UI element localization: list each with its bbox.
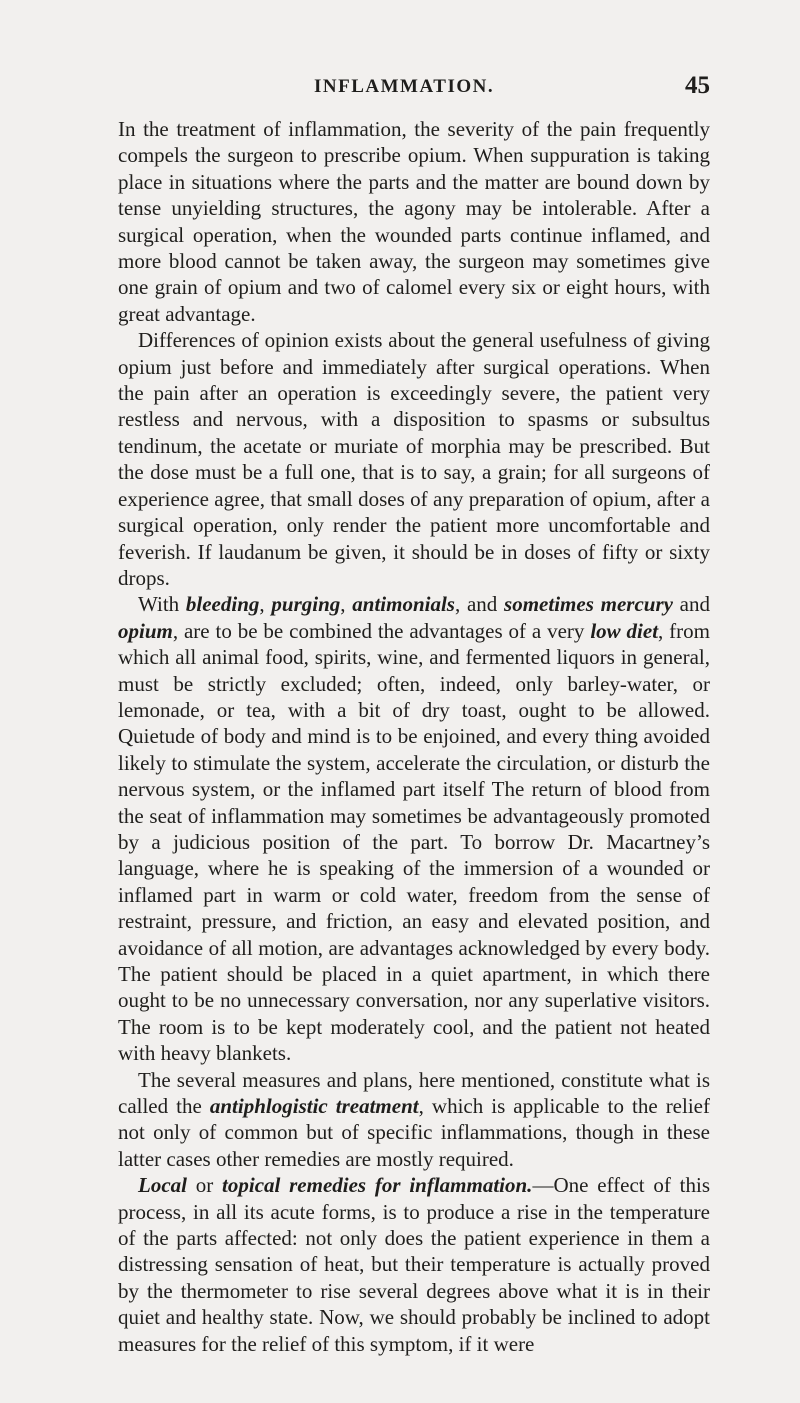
text-run: or	[186, 1173, 223, 1198]
text-run: —One effect of this process, in all its acute forms, is to produce a rise in the temperature of the parts affected: not only does the patient experience in them a distressing sensation of heat, but their temperature is actually proved by the thermometer to rise several degrees above what it is in their quiet and healthy state. Now, we should probably be inclined to adopt measures for the relief of this symptom, if it were	[118, 1173, 710, 1356]
text-run: , which is applicable to the relief not only of common but of specific inflammations, though in these latter cases other remedies are mostly required.	[118, 1094, 710, 1171]
text-run: With	[138, 592, 186, 617]
emphasis-purging: purging	[271, 592, 341, 617]
page-number: 45	[685, 72, 710, 99]
emphasis-low-diet: low diet	[590, 618, 659, 643]
text-run: ,	[340, 592, 353, 617]
emphasis-opium: opium	[118, 618, 173, 643]
paragraph-opinion-differences	[118, 327, 710, 591]
text-run: In the treatment of inflammation, the severity of the pain frequently compels the surgeon to prescribe opium. When suppuration is taking place in situations where the parts and the matter are bound down by tense unyielding structures, the agony may be intolerable. After a surgical operation, when the wounded parts continue inflamed, and more blood cannot be taken away, the surgeon may sometimes give one grain of opium and two of calomel every six or eight hours, with great advantage.	[118, 117, 710, 326]
text-run: , from which all animal food, spirits, wine, and fermented liquors in general, must be strictly excluded; often, indeed, only barley-water, or lemonade, or tea, with a bit of dry toast, ought to be allowed. Quietude of body and mind is to be enjoined, and every thing avoided likely to stimulate the system, accelerate the circulation, or disturb the nervous system, or the inflamed part itself The return of blood from the seat of inflammation may sometimes be advantageously promoted by a judicious position of the part. To borrow Dr. Macartney’s language, where he is speaking of the immersion of a wounded or inflamed part in warm or cold water, freedom from the sense of restraint, pressure, and friction, an easy and elevated position, and avoidance of all motion, are advantages acknowledged by every body. The patient should be placed in a quiet apartment, in which there ought to be no unnecessary conversation, nor any superlative visitors. The room is to be kept moderately cool, and the patient not heated with heavy blankets.	[118, 618, 710, 1066]
body-text	[118, 116, 710, 1357]
text-run: , and	[454, 592, 505, 617]
text-run: and	[672, 592, 711, 617]
emphasis-bleeding: bleeding	[185, 592, 260, 617]
text-run: Differences of opinion exists about the general usefulness of giving opium just before and immediately after surgical operations. When the pain after an operation is exceedingly severe, the patient very restless and nervous, with a disposition to spasms or subsultus tendinum, the acetate or muriate of morphia may be prescribed. But the dose must be a full one, that is to say, a grain; for all surgeons of experience agree, that small doses of any preparation of opium, after a surgical operation, only render the patient more uncomfortable and feverish. If laudanum be given, it should be in doses of fifty or sixty drops.	[118, 328, 710, 590]
paragraph-antiphlogistic	[118, 1067, 710, 1173]
text-run: ,	[259, 592, 272, 617]
emphasis-antiphlogistic-treatment: antiphlogistic treatment	[209, 1094, 419, 1119]
emphasis-topical-remedies: topical remedies for inflammation.	[222, 1173, 533, 1198]
running-title: INFLAMMATION.	[314, 76, 495, 97]
paragraph-combined-remedies	[118, 591, 710, 1066]
emphasis-antimonials: antimonials	[352, 592, 455, 617]
paragraph-local-remedies	[118, 1172, 710, 1357]
emphasis-sometimes-mercury: sometimes mercury	[504, 592, 673, 617]
emphasis-local: Local	[138, 1173, 187, 1198]
text-run: The several measures and plans, here mentioned, constitute what is called the	[118, 1067, 710, 1119]
text-run: , are to be be combined the advantages of a very	[172, 618, 591, 643]
paragraph-opium-treatment	[118, 116, 710, 327]
running-head	[118, 72, 710, 100]
